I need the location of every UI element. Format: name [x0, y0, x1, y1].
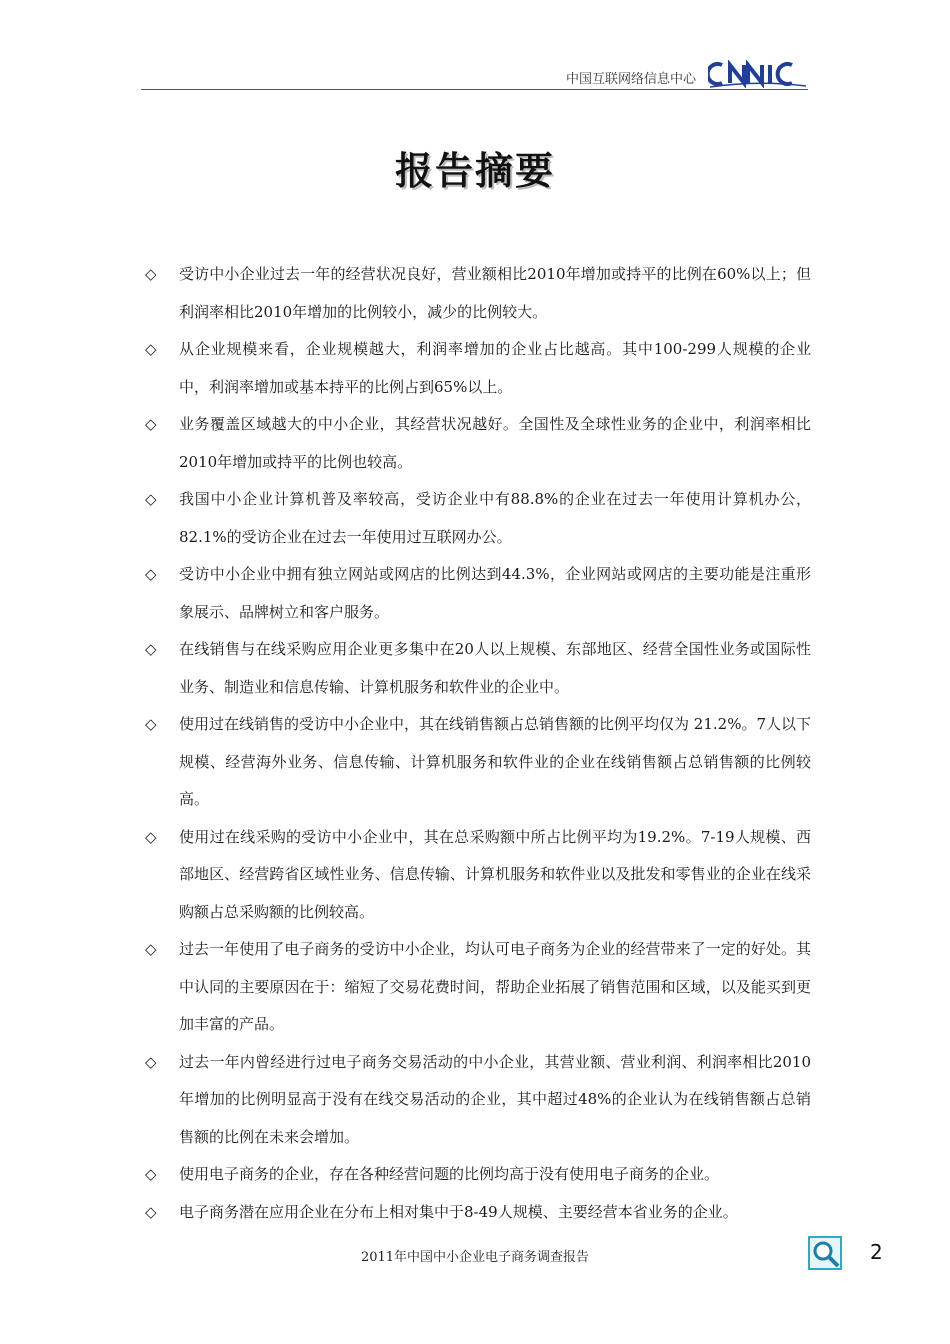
diamond-bullet-icon: ◇	[145, 827, 157, 846]
summary-item	[143, 1044, 811, 1157]
summary-item-text: 业务覆盖区域越大的中小企业，其经营状况越好。全国性及全球性业务的企业中，利润率相比2010年增加或持平的比例也较高。	[179, 415, 811, 471]
diamond-bullet-icon: ◇	[145, 490, 157, 508]
summary-item	[143, 631, 811, 706]
page-number: 2	[870, 1240, 883, 1264]
summary-item-text: 受访中小企业过去一年的经营状况良好，营业额相比2010年增加或持平的比例在60%以上；但利润率相比2010年增加的比例较小，减少的比例较大。	[179, 265, 811, 321]
summary-item	[143, 331, 811, 406]
magnifier-report-icon	[808, 1236, 842, 1270]
summary-item	[143, 931, 811, 1044]
summary-item	[143, 819, 811, 932]
page-header	[141, 60, 808, 90]
summary-item-text: 使用过在线销售的受访中小企业中，其在线销售额占总销售额的比例平均仅为 21.2%。7人以下规模、经营海外业务、信息传输、计算机服务和软件业的企业在线销售额占总销售额的比例较高。	[179, 715, 811, 808]
diamond-bullet-icon: ◇	[145, 1165, 157, 1183]
summary-item-text: 过去一年内曾经进行过电子商务交易活动的中小企业，其营业额、营业利润、利润率相比2010年增加的比例明显高于没有在线交易活动的企业，其中超过48%的企业认为在线销售额占总销售额的比例在未来会增加。	[179, 1052, 811, 1146]
summary-item-text: 电子商务潜在应用企业在分布上相对集中于8-49人规模、主要经营本省业务的企业。	[179, 1202, 738, 1221]
diamond-bullet-icon: ◇	[145, 640, 157, 658]
summary-list	[143, 256, 811, 1231]
diamond-bullet-icon: ◇	[145, 940, 157, 958]
summary-item	[143, 1156, 811, 1194]
diamond-bullet-icon: ◇	[145, 340, 157, 358]
summary-item-text: 从企业规模来看，企业规模越大，利润率增加的企业占比越高。其中100-299人规模的企业中，利润率增加或基本持平的比例占到65%以上。	[179, 340, 811, 396]
diamond-bullet-icon: ◇	[145, 415, 157, 433]
diamond-bullet-icon: ◇	[145, 1202, 157, 1221]
summary-item	[143, 1194, 811, 1232]
summary-item-text: 使用过在线采购的受访中小企业中，其在总采购额中所占比例平均为19.2%。7-19人规模、西部地区、经营跨省区域性业务、信息传输、计算机服务和软件业以及批发和零售业的企业在线采购额占总采购额的比例较高。	[179, 827, 811, 921]
diamond-bullet-icon: ◇	[145, 565, 157, 583]
summary-item-text: 过去一年使用了电子商务的受访中小企业，均认可电子商务为企业的经营带来了一定的好处。其中认同的主要原因在于：缩短了交易花费时间，帮助企业拓展了销售范围和区域，以及能买到更加丰富的产品。	[179, 940, 811, 1033]
cnnic-logo	[708, 60, 808, 88]
summary-item-text: 我国中小企业计算机普及率较高，受访企业中有88.8%的企业在过去一年使用计算机办公，82.1%的受访企业在过去一年使用过互联网办公。	[179, 490, 811, 546]
summary-item	[143, 706, 811, 819]
summary-item	[143, 406, 811, 481]
summary-item-text: 使用电子商务的企业，存在各种经营问题的比例均高于没有使用电子商务的企业。	[179, 1165, 720, 1183]
diamond-bullet-icon: ◇	[145, 265, 157, 283]
header-divider	[141, 89, 808, 90]
summary-item-text: 受访中小企业中拥有独立网站或网店的比例达到44.3%，企业网站或网店的主要功能是注重形象展示、品牌树立和客户服务。	[179, 565, 811, 621]
summary-item-text: 在线销售与在线采购应用企业更多集中在20人以上规模、东部地区、经营全国性业务或国际性业务、制造业和信息传输、计算机服务和软件业的企业中。	[179, 640, 811, 696]
diamond-bullet-icon: ◇	[145, 715, 157, 733]
header-org-name: 中国互联网络信息中心	[565, 72, 696, 87]
footer-report-title: 2011年中国中小企业电子商务调查报告	[360, 1250, 590, 1265]
summary-item	[143, 556, 811, 631]
diamond-bullet-icon: ◇	[145, 1052, 157, 1071]
page-title: 报告摘要	[394, 148, 555, 193]
summary-item	[143, 256, 811, 331]
summary-item	[143, 481, 811, 556]
